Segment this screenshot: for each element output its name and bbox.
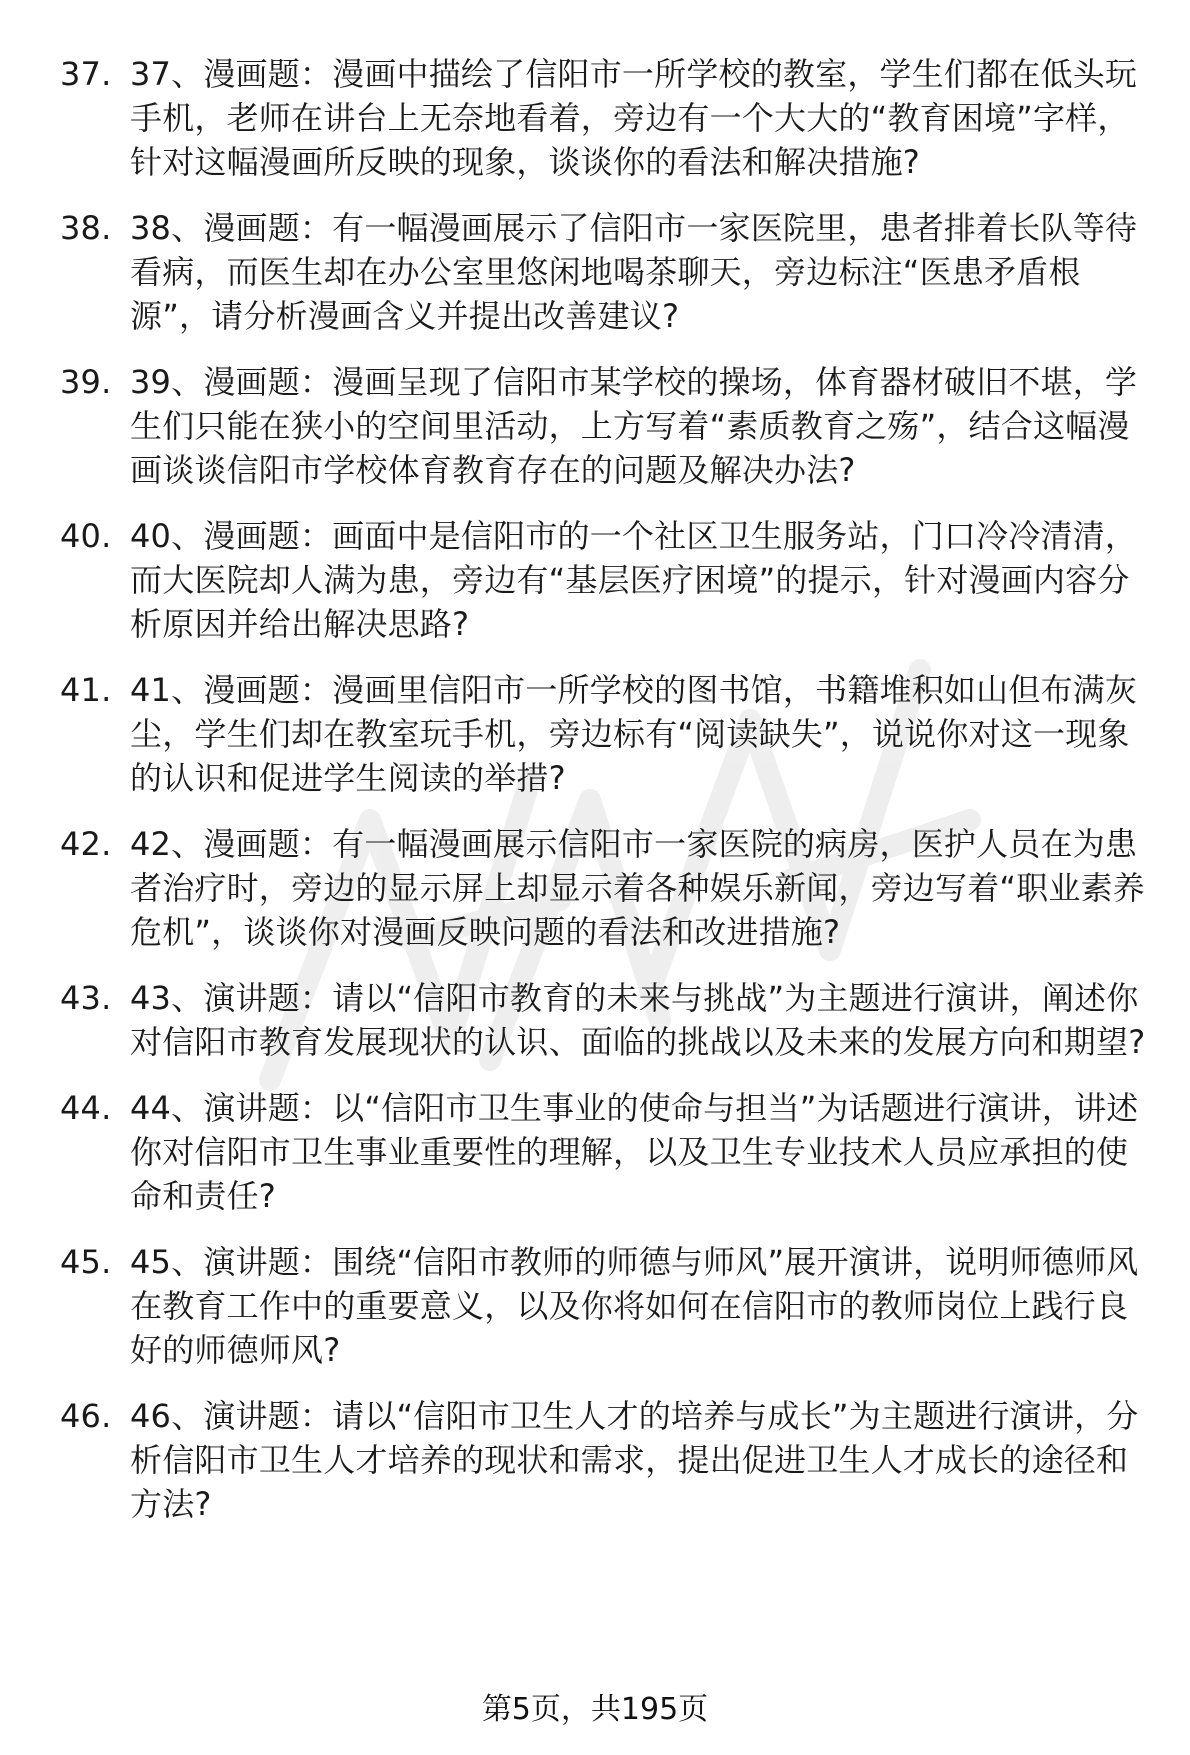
question-text: 42、漫画题：有一幅漫画展示信阳市一家医院的病房，医护人员在为患者治疗时，旁边的显示屏上却显示着各种娱乐新闻，旁边写着“职业素养危机”，谈谈你对漫画反映问题的看法和改进措施? (130, 825, 1145, 951)
question-item (60, 52, 1160, 184)
question-list (60, 52, 1160, 1548)
question-item (60, 514, 1160, 646)
question-item (60, 1086, 1160, 1218)
question-number: 38. (60, 209, 112, 247)
question-text: 44、演讲题：以“信阳市卫生事业的使命与担当”为话题进行演讲，讲述你对信阳市卫生事业重要性的理解，以及卫生专业技术人员应承担的使命和责任? (130, 1089, 1139, 1215)
question-item (60, 1240, 1160, 1372)
question-number: 46. (60, 1397, 112, 1435)
question-text: 46、演讲题：请以“信阳市卫生人才的培养与成长”为主题进行演讲，分析信阳市卫生人才培养的现状和需求，提出促进卫生人才成长的途径和方法? (130, 1397, 1139, 1523)
question-text: 41、漫画题：漫画里信阳市一所学校的图书馆，书籍堆积如山但布满灰尘，学生们却在教室玩手机，旁边标有“阅读缺失”，说说你对这一现象的认识和促进学生阅读的举措? (130, 671, 1138, 797)
question-number: 37. (60, 55, 112, 93)
question-item (60, 206, 1160, 338)
question-item (60, 668, 1160, 800)
question-number: 43. (60, 979, 112, 1017)
question-text: 43、演讲题：请以“信阳市教育的未来与挑战”为主题进行演讲，阐述你对信阳市教育发展现状的认识、面临的挑战以及未来的发展方向和期望? (130, 979, 1146, 1061)
question-item (60, 822, 1160, 954)
question-number: 39. (60, 363, 112, 401)
question-text: 37、漫画题：漫画中描绘了信阳市一所学校的教室，学生们都在低头玩手机，老师在讲台上无奈地看着，旁边有一个大大的“教育困境”字样，针对这幅漫画所反映的现象，谈谈你的看法和解决措施? (130, 55, 1138, 181)
question-number: 42. (60, 825, 112, 863)
question-number: 41. (60, 671, 112, 709)
page-number-label: 第5页，共195页 (481, 1692, 709, 1727)
question-number: 40. (60, 517, 112, 555)
question-text: 38、漫画题：有一幅漫画展示了信阳市一家医院里，患者排着长队等待看病，而医生却在办公室里悠闲地喝茶聊天，旁边标注“医患矛盾根源”，请分析漫画含义并提出改善建议? (130, 209, 1138, 335)
question-number: 45. (60, 1243, 112, 1281)
question-item (60, 1394, 1160, 1526)
question-text: 39、漫画题：漫画呈现了信阳市某学校的操场，体育器材破旧不堪，学生们只能在狭小的空间里活动，上方写着“素质教育之殇”，结合这幅漫画谈谈信阳市学校体育教育存在的问题及解决办法? (130, 363, 1138, 489)
page-footer (0, 1690, 1190, 1730)
question-text: 40、漫画题：画面中是信阳市的一个社区卫生服务站，门口冷冷清清，而大医院却人满为患，旁边有“基层医疗困境”的提示，针对漫画内容分析原因并给出解决思路? (130, 517, 1138, 643)
question-number: 44. (60, 1089, 112, 1127)
question-item (60, 360, 1160, 492)
question-item (60, 976, 1160, 1064)
question-text: 45、演讲题：围绕“信阳市教师的师德与师风”展开演讲，说明师德师风在教育工作中的重要意义，以及你将如何在信阳市的教师岗位上践行良好的师德师风? (130, 1243, 1139, 1369)
